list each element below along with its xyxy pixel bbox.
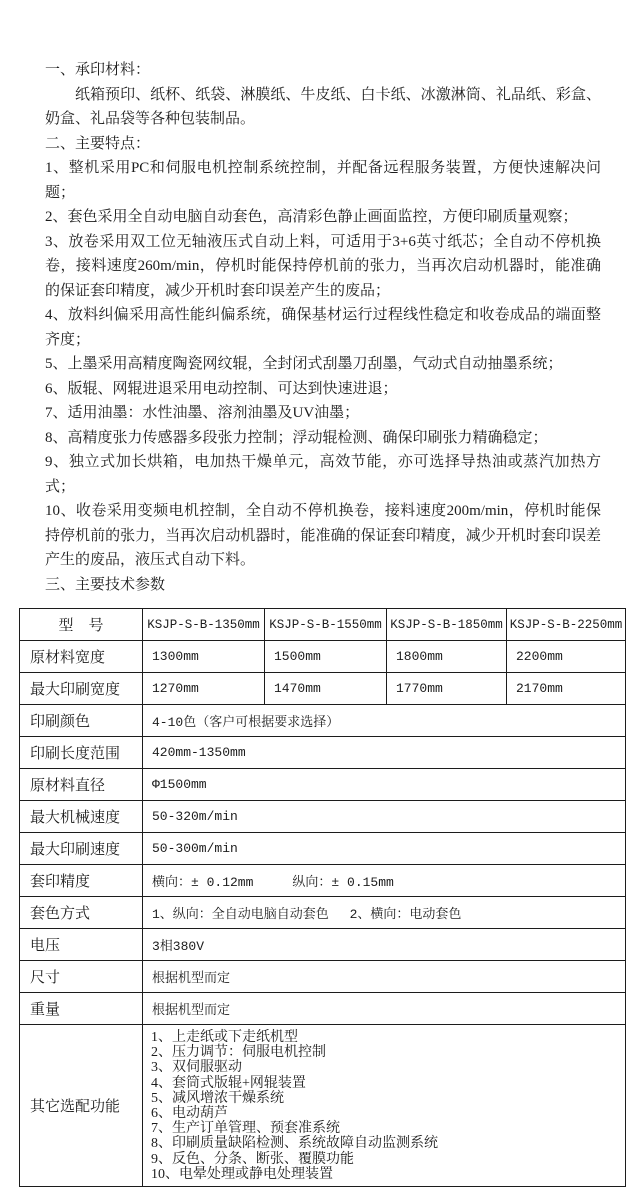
param-value: 1300mm <box>143 641 265 673</box>
param-label: 最大印刷宽度 <box>20 673 143 705</box>
row-print-length-range <box>20 737 626 769</box>
param-label: 原材料宽度 <box>20 641 143 673</box>
param-label: 重量 <box>20 993 143 1025</box>
feature-item-9: 9、独立式加长烘箱，电加热干燥单元，高效节能，亦可选择导热油或蒸汽加热方式； <box>45 454 601 495</box>
param-value: 1770mm <box>387 673 507 705</box>
option-line-6: 6、电动葫芦 <box>151 1106 228 1122</box>
param-value: 1800mm <box>387 641 507 673</box>
param-value: 1500mm <box>265 641 387 673</box>
param-label: 套色方式 <box>20 897 143 929</box>
param-value: 横向：± 0.12mm 纵向：± 0.15mm <box>143 865 626 897</box>
option-line-3: 3、双伺服驱动 <box>151 1060 242 1076</box>
row-register-precision <box>20 865 626 897</box>
feature-item-3: 3、放卷采用双工位无轴液压式自动上料，可适用于3+6英寸纸芯；全自动不停机换卷，接料速度260m/min，停机时能保持停机前的张力，当再次启动机器时，能准确的保证套印精度，减少开机时套印误差产生的废品； <box>45 233 601 299</box>
param-label: 最大印刷速度 <box>20 833 143 865</box>
param-value: 根据机型而定 <box>143 993 626 1025</box>
param-value: 2170mm <box>507 673 626 705</box>
feature-item-5: 5、上墨采用高精度陶瓷网纹辊，全封闭式刮墨刀刮墨，气动式自动抽墨系统； <box>45 356 563 372</box>
option-line-7: 7、生产订单管理、预套准系统 <box>151 1121 340 1137</box>
param-value: Φ1500mm <box>143 769 626 801</box>
param-value: 1、纵向：全自动电脑自动套色 2、横向：电动套色 <box>143 897 626 929</box>
param-label: 最大机械速度 <box>20 801 143 833</box>
feature-item-10: 10、收卷采用变频电机控制，全自动不停机换卷，接料速度200m/min，停机时能保持停机前的张力，当再次启动机器时，能准确的保证套印精度，减少开机时套印误差产生的废品，液压式自动下料。 <box>45 503 601 568</box>
parameters-table <box>19 608 626 1187</box>
option-line-5: 5、减风增浓干燥系统 <box>151 1090 284 1106</box>
param-value: 1270mm <box>143 673 265 705</box>
model-name: KSJP-S-B-1550mm <box>265 609 387 641</box>
row-register-method <box>20 897 626 929</box>
row-raw-material-diameter <box>20 769 626 801</box>
param-value: 4-10色（客户可根据要求选择） <box>143 705 626 737</box>
row-max-print-width <box>20 673 626 705</box>
param-label: 套印精度 <box>20 865 143 897</box>
materials-body: 纸箱预印、纸杯、纸袋、淋膜纸、牛皮纸、白卡纸、冰激淋筒、礼品纸、彩盒、奶盒、礼品袋等各种包装制品。 <box>45 86 601 127</box>
feature-item-1: 1、整机采用PC和伺服电机控制系统控制，并配备远程服务装置，方便快速解决问题； <box>45 160 601 201</box>
model-name: KSJP-S-B-2250mm <box>507 609 626 641</box>
feature-item-8: 8、高精度张力传感器多段张力控制；浮动辊检测、确保印刷张力精确稳定； <box>45 429 548 446</box>
section-heading-materials: 一、承印材料： <box>45 62 151 78</box>
param-label: 尺寸 <box>20 961 143 993</box>
param-label: 原材料直径 <box>20 769 143 801</box>
param-label: 其它选配功能 <box>20 1025 143 1187</box>
model-name: KSJP-S-B-1850mm <box>387 609 507 641</box>
model-name: KSJP-S-B-1350mm <box>143 609 265 641</box>
row-raw-material-width <box>20 641 626 673</box>
param-label: 印刷颜色 <box>20 705 143 737</box>
optional-features-cell <box>143 1025 626 1187</box>
param-label: 印刷长度范围 <box>20 737 143 769</box>
row-voltage <box>20 929 626 961</box>
option-line-9: 9、反色、分条、断张、覆膜功能 <box>151 1151 354 1167</box>
option-line-8: 8、印刷质量缺陷检测、系统故障自动监测系统 <box>151 1136 438 1152</box>
row-model <box>20 609 626 641</box>
feature-item-4: 4、放料纠偏采用高性能纠偏系统，确保基材运行过程线性稳定和收卷成品的端面整齐度； <box>45 307 601 348</box>
param-value: 420mm-1350mm <box>143 737 626 769</box>
row-print-colors <box>20 705 626 737</box>
option-line-2: 2、压力调节：伺服电机控制 <box>151 1045 326 1061</box>
param-value: 2200mm <box>507 641 626 673</box>
section-heading-parameters: 三、主要技术参数 <box>45 576 166 593</box>
feature-item-6: 6、版辊、网辊进退采用电动控制、可达到快速进退； <box>45 380 398 397</box>
option-line-1: 1、上走纸或下走纸机型 <box>151 1030 298 1045</box>
param-label: 电压 <box>20 929 143 961</box>
option-line-4: 4、套筒式版辊+网辊装置 <box>151 1075 306 1091</box>
param-value: 50-320m/min <box>143 801 626 833</box>
param-value: 3相380V <box>143 929 626 961</box>
param-value: 50-300m/min <box>143 833 626 865</box>
section-heading-features: 二、主要特点： <box>45 135 151 152</box>
feature-item-2: 2、套色采用全自动电脑自动套色，高清彩色静止画面监控，方便印刷质量观察； <box>45 209 578 225</box>
option-line-10: 10、电晕处理或静电处理装置 <box>151 1166 333 1182</box>
param-value: 1470mm <box>265 673 387 705</box>
row-weight <box>20 993 626 1025</box>
model-row-label: 型 号 <box>20 609 143 641</box>
row-size <box>20 961 626 993</box>
row-max-print-speed <box>20 833 626 865</box>
row-optional-features <box>20 1025 626 1187</box>
feature-item-7: 7、适用油墨：水性油墨、溶剂油墨及UV油墨； <box>45 405 360 421</box>
param-value: 根据机型而定 <box>143 961 626 993</box>
row-max-mechanical-speed <box>20 801 626 833</box>
